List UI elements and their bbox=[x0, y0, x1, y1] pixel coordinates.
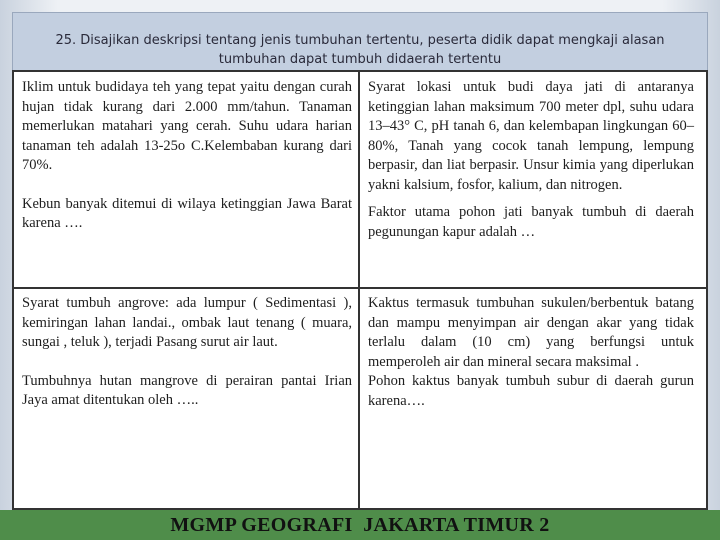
cell-cactus bbox=[368, 294, 694, 411]
cell-cactus-description: Kaktus termasuk tumbuhan sukulen/berbentuk batang dan mampu menyimpan air dengan akar yang tidak terlalu dalam (10 cm) yang berfungsi untuk memperoleh air dan mineral secara maksimal . bbox=[368, 295, 694, 370]
question-title: 25. Disajikan deskripsi tentang jenis tumbuhan tertentu, peserta didik dapat mengkaji alasan tumbuhan dapat tumbuh didaerah tertentu bbox=[55, 33, 665, 67]
table-divider-horizontal bbox=[14, 287, 706, 289]
cell-teak-description: Syarat lokasi untuk budi daya jati di antaranya ketinggian lahan maksimum 700 meter dpl, suhu udara 13–43° C, pH tanah 6, dan kelembapan lingkungan 60–80%, Tanah yang cocok tanah lempung, lempung berpasir, dan liat berpasir. Unsur kimia yang diperlukan yakni kalsium, fosfor, kalium, dan nitrogen. bbox=[368, 79, 694, 193]
question-header bbox=[12, 12, 708, 72]
cell-mangrove-description: Syarat tumbuh angrove: ada lumpur ( Sedimentasi ), kemiringan lahan landai., ombak laut tenang ( muara, sungai , teluk ), terjadi Pasang surut air laut. bbox=[22, 295, 352, 350]
table-divider-vertical bbox=[358, 72, 360, 508]
description-table bbox=[12, 70, 708, 510]
cell-tea-description: Iklim untuk budidaya teh yang tepat yaitu dengan curah hujan tidak kurang dari 2.000 mm/tahun. Tanaman memerlukan matahari yang cerah. Suhu udara harian tanaman teh adalah 13-25o C.Kelembaban kurang dari 70%. bbox=[22, 79, 352, 173]
cell-teak bbox=[368, 78, 694, 242]
cell-tea bbox=[22, 78, 352, 234]
cell-mangrove bbox=[22, 294, 352, 411]
cell-cactus-question: Pohon kaktus banyak tumbuh subur di daerah gurun karena…. bbox=[368, 373, 694, 409]
cell-teak-question: Faktor utama pohon jati banyak tumbuh di daerah pegunungan kapur adalah … bbox=[368, 204, 694, 240]
cell-mangrove-question: Tumbuhnya hutan mangrove di perairan pantai Irian Jaya amat ditentukan oleh ….. bbox=[22, 372, 352, 408]
footer-bar bbox=[0, 510, 720, 540]
cell-tea-question: Kebun banyak ditemui di wilaya ketinggian Jawa Barat karena …. bbox=[22, 195, 352, 231]
footer-label: MGMP GEOGRAFI JAKARTA TIMUR 2 bbox=[170, 514, 550, 536]
